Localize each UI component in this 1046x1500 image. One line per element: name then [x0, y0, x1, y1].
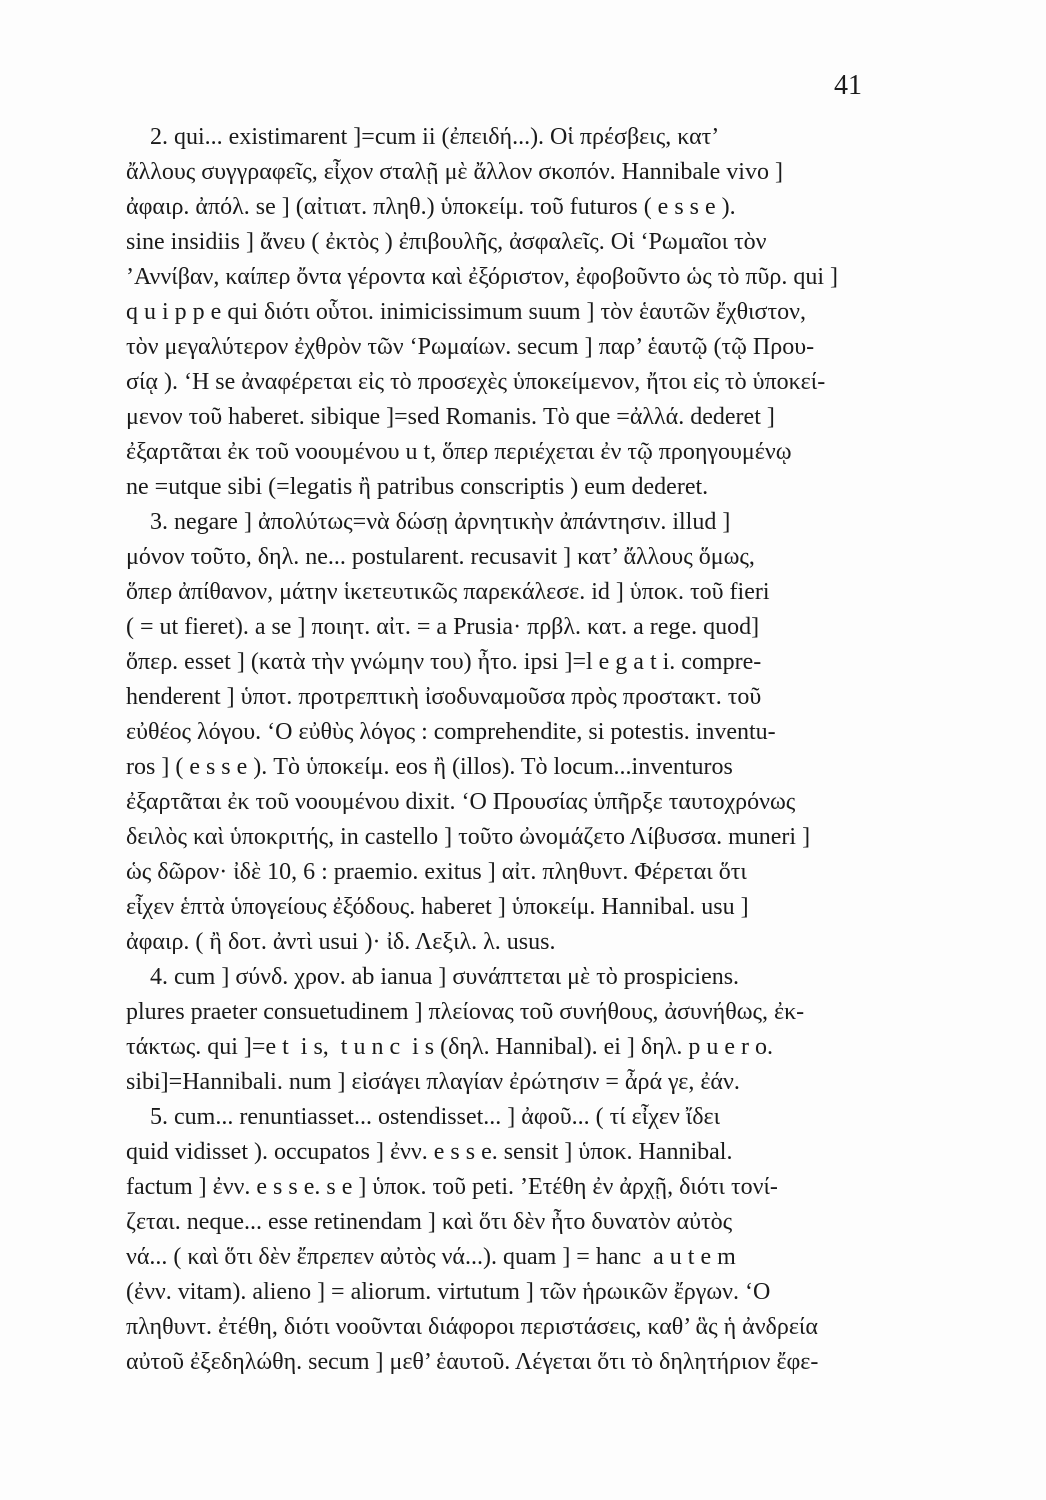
text-line: 3. negare ] ἀπολύτως=νὰ δώσῃ ἀρνητικὴν ἀπάντησιν. illud ] — [126, 509, 731, 535]
text-line: ζεται. neque... esse retinendam ] καὶ ὅτι δὲν ἦτο δυνατὸν αὐτὸς — [126, 1209, 733, 1235]
text-line: 2. qui... existimarent ]=cum ii (ἐπειδή...). Οἱ πρέσβεις, κατ’ — [126, 124, 720, 150]
text-line: henderent ] ὑποτ. προτρεπτικὴ ἰσοδυναμοῦσα πρὸς προστακτ. τοῦ — [126, 684, 762, 710]
text-line: ’Αννίβαν, καίπερ ὄντα γέροντα καὶ ἐξόριστον, ἐφοβοῦντο ὡς τὸ πῦρ. qui ] — [126, 264, 838, 290]
text-line: 4. cum ] σύνδ. χρον. ab ianua ] συνάπτεται μὲ τὸ prospiciens. — [126, 964, 740, 990]
text-line: (ἐνν. vitam). alieno ] = aliorum. virtutum ] τῶν ἡρωικῶν ἔργων. ‘Ο — [126, 1279, 771, 1305]
text-line: plures praeter consuetudinem ] πλείονας τοῦ συνήθους, ἀσυνήθως, ἐκ- — [126, 999, 805, 1025]
text-line: μόνον τοῦτο, δηλ. ne... postularent. recusavit ] κατ’ ἄλλους ὅμως, — [126, 544, 755, 570]
text-line: εὐθέος λόγου. ‘Ο εὐθὺς λόγος : comprehendite, si potestis. inventu- — [126, 719, 776, 745]
text-line: ὅπερ. esset ] (κατὰ τὴν γνώμην του) ἦτο. ipsi ]=l e g a t i. compre- — [126, 649, 762, 675]
commentary-text — [126, 120, 878, 1380]
text-line: 5. cum... renuntiasset... ostendisset... ] ἀφοῦ... ( τί εἶχεν ἴδει — [126, 1104, 721, 1130]
text-line: ἐξαρτᾶται ἐκ τοῦ νοουμένου dixit. ‘Ο Προυσίας ὑπῆρξε ταυτοχρόνως — [126, 789, 796, 815]
text-line: σίᾳ ). ‘Η se ἀναφέρεται εἰς τὸ προσεχὲς ὑποκείμενον, ἤτοι εἰς τὸ ὑποκεί- — [126, 369, 826, 395]
text-line: factum ] ἐνν. e s s e. s e ] ὑποκ. τοῦ peti. ’Ετέθη ἐν ἀρχῇ, διότι τονί- — [126, 1174, 778, 1200]
text-line: εἶχεν ἑπτὰ ὑπογείους ἐξόδους. haberet ] ὑποκείμ. Hannibal. usu ] — [126, 894, 749, 920]
text-line: ὡς δῶρον· ἰδὲ 10, 6 : praemio. exitus ] αἰτ. πληθυντ. Φέρεται ὅτι — [126, 859, 747, 885]
text-line: sine insidiis ] ἄνευ ( ἐκτὸς ) ἐπιβουλῆς, ἀσφαλεῖς. Οἱ ‘Ρωμαῖοι τὸν — [126, 229, 767, 255]
text-line: quid vidisset ). occupatos ] ἐνν. e s s e. sensit ] ὑποκ. Hannibal. — [126, 1139, 733, 1165]
text-line: ὅπερ ἀπίθανον, μάτην ἱκετευτικῶς παρεκάλεσε. id ] ὑποκ. τοῦ fieri — [126, 579, 770, 605]
text-line: πληθυντ. ἐτέθη, διότι νοοῦνται διάφοροι περιστάσεις, καθ’ ἃς ἡ ἀνδρεία — [126, 1314, 818, 1340]
text-line: ros ] ( e s s e ). Τὸ ὑποκείμ. eos ἢ (illos). Τὸ locum...inventuros — [126, 754, 733, 780]
text-line: ( = ut fieret). a se ] ποιητ. αἰτ. = a Prusia· πρβλ. κατ. a rege. quod] — [126, 614, 760, 640]
text-line: ἀφαιρ. ἀπόλ. se ] (αἰτιατ. πληθ.) ὑποκείμ. τοῦ futuros ( e s s e ). — [126, 194, 736, 220]
text-line: τάκτως. qui ]=e t i s, t u n c i s (δηλ. Hannibal). ei ] δηλ. p u e r o. — [126, 1034, 774, 1060]
text-line: sibi]=Hannibali. num ] εἰσάγει πλαγίαν ἐρώτησιν = ἆρά γε, ἐάν. — [126, 1069, 740, 1095]
text-line: ἄλλους συγγραφεῖς, εἶχον σταλῇ μὲ ἄλλον σκοπόν. Hannibale vivo ] — [126, 159, 783, 185]
text-line: δειλὸς καὶ ὑποκριτής, in castello ] τοῦτο ὠνομάζετο Λίβυσσα. muneri ] — [126, 824, 811, 850]
text-line: ἀφαιρ. ( ἢ δοτ. ἀντὶ usui )· ἰδ. Λεξιλ. λ. usus. — [126, 929, 556, 955]
text-line: νά... ( καὶ ὅτι δὲν ἔπρεπεν αὐτὸς νά...). quam ] = hanc a u t e m — [126, 1244, 736, 1270]
page-number: 41 — [834, 70, 862, 101]
text-line: αὐτοῦ ἐξεδηλώθη. secum ] μεθ’ ἑαυτοῦ. Λέγεται ὅτι τὸ δηλητήριον ἔφε- — [126, 1349, 819, 1375]
text-line: ne =utque sibi (=legatis ἢ patribus conscriptis ) eum dederet. — [126, 474, 709, 500]
text-line: τὸν μεγαλύτερον ἐχθρὸν τῶν ‘Ρωμαίων. secum ] παρ’ ἑαυτῷ (τῷ Πρου- — [126, 334, 815, 360]
text-line: μενον τοῦ haberet. sibique ]=sed Romanis. Τὸ que =ἀλλά. dederet ] — [126, 404, 775, 430]
text-line: ἐξαρτᾶται ἐκ τοῦ νοουμένου u t, ὅπερ περιέχεται ἐν τῷ προηγουμένῳ — [126, 439, 792, 465]
text-line: q u i p p e qui διότι οὗτοι. inimicissimum suum ] τὸν ἑαυτῶν ἔχθιστον, — [126, 299, 806, 325]
